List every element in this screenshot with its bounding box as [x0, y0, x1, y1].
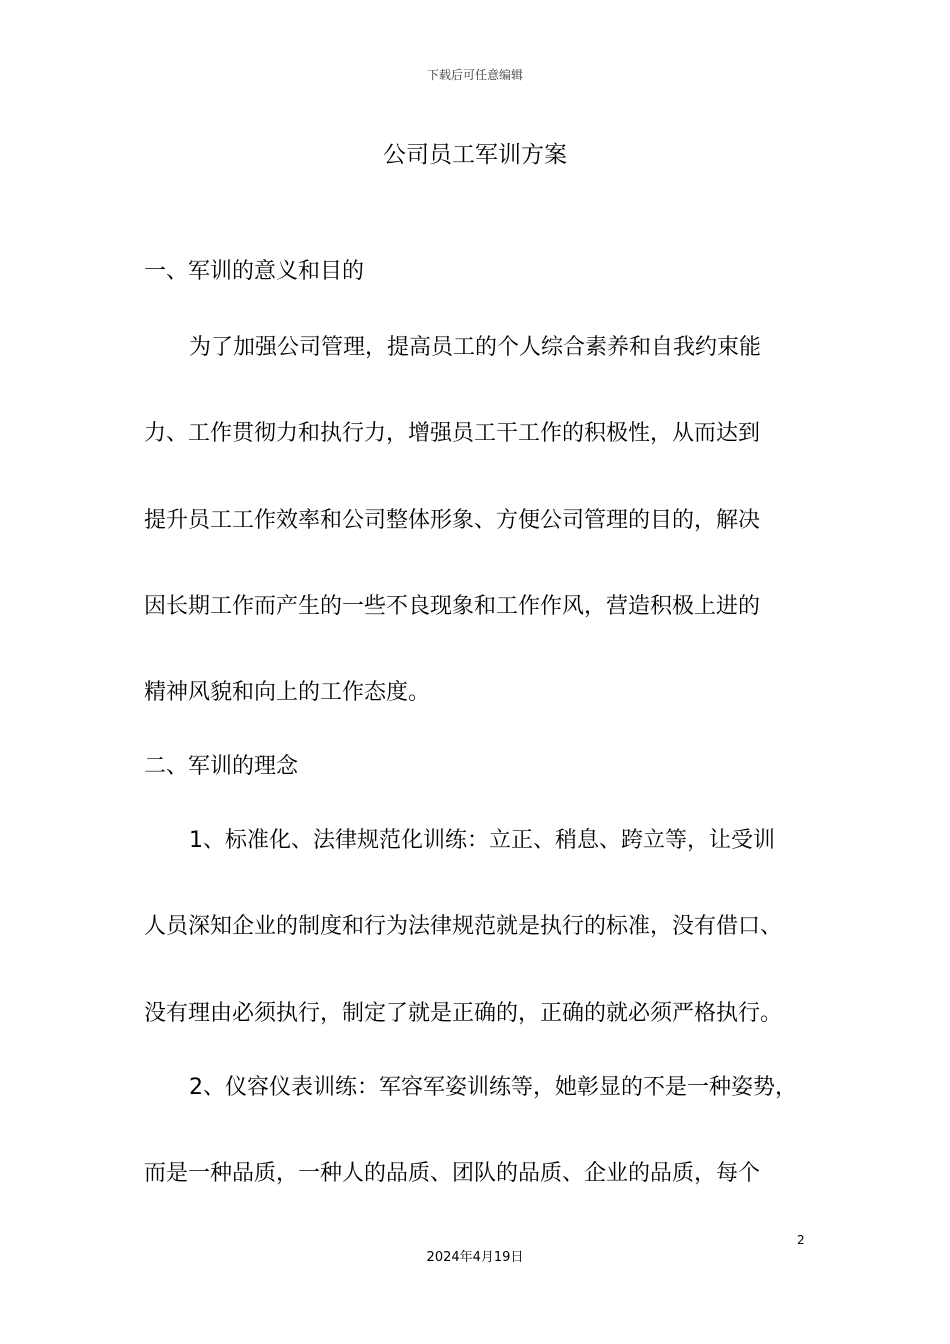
paragraph-line: 1、标准化、法律规范化训练：立正、稍息、跨立等，让受训 — [189, 828, 775, 853]
paragraph-line: 力、工作贯彻力和执行力，增强员工干工作的积极性，从而达到 — [144, 421, 761, 446]
paragraph-line: 精神风貌和向上的工作态度。 — [144, 680, 431, 705]
paragraph-line: 没有理由必须执行，制定了就是正确的，正确的就必须严格执行。 — [144, 1001, 783, 1026]
document-title: 公司员工军训方案 — [383, 142, 567, 168]
page-number: 2 — [797, 1233, 805, 1247]
paragraph-line: 因长期工作而产生的一些不良现象和工作作风，营造积极上进的 — [144, 594, 761, 619]
paragraph-line: 为了加强公司管理，提高员工的个人综合素养和自我约束能 — [189, 335, 762, 360]
paragraph-line: 而是一种品质，一种人的品质、团队的品质、企业的品质，每个 — [144, 1161, 761, 1186]
header-note: 下载后可任意编辑 — [426, 68, 523, 82]
paragraph-line: 人员深知企业的制度和行为法律规范就是执行的标准，没有借口、 — [144, 914, 783, 939]
footer-date: 2024年4月19日 — [426, 1250, 524, 1265]
section-heading-1: 一、军训的意义和目的 — [144, 259, 365, 284]
paragraph-line: 2、仪容仪表训练：军容军姿训练等，她彰显的不是一种姿势， — [189, 1075, 797, 1100]
section-heading-2: 二、军训的理念 — [144, 754, 299, 779]
paragraph-line: 提升员工工作效率和公司整体形象、方便公司管理的目的，解决 — [144, 508, 761, 533]
